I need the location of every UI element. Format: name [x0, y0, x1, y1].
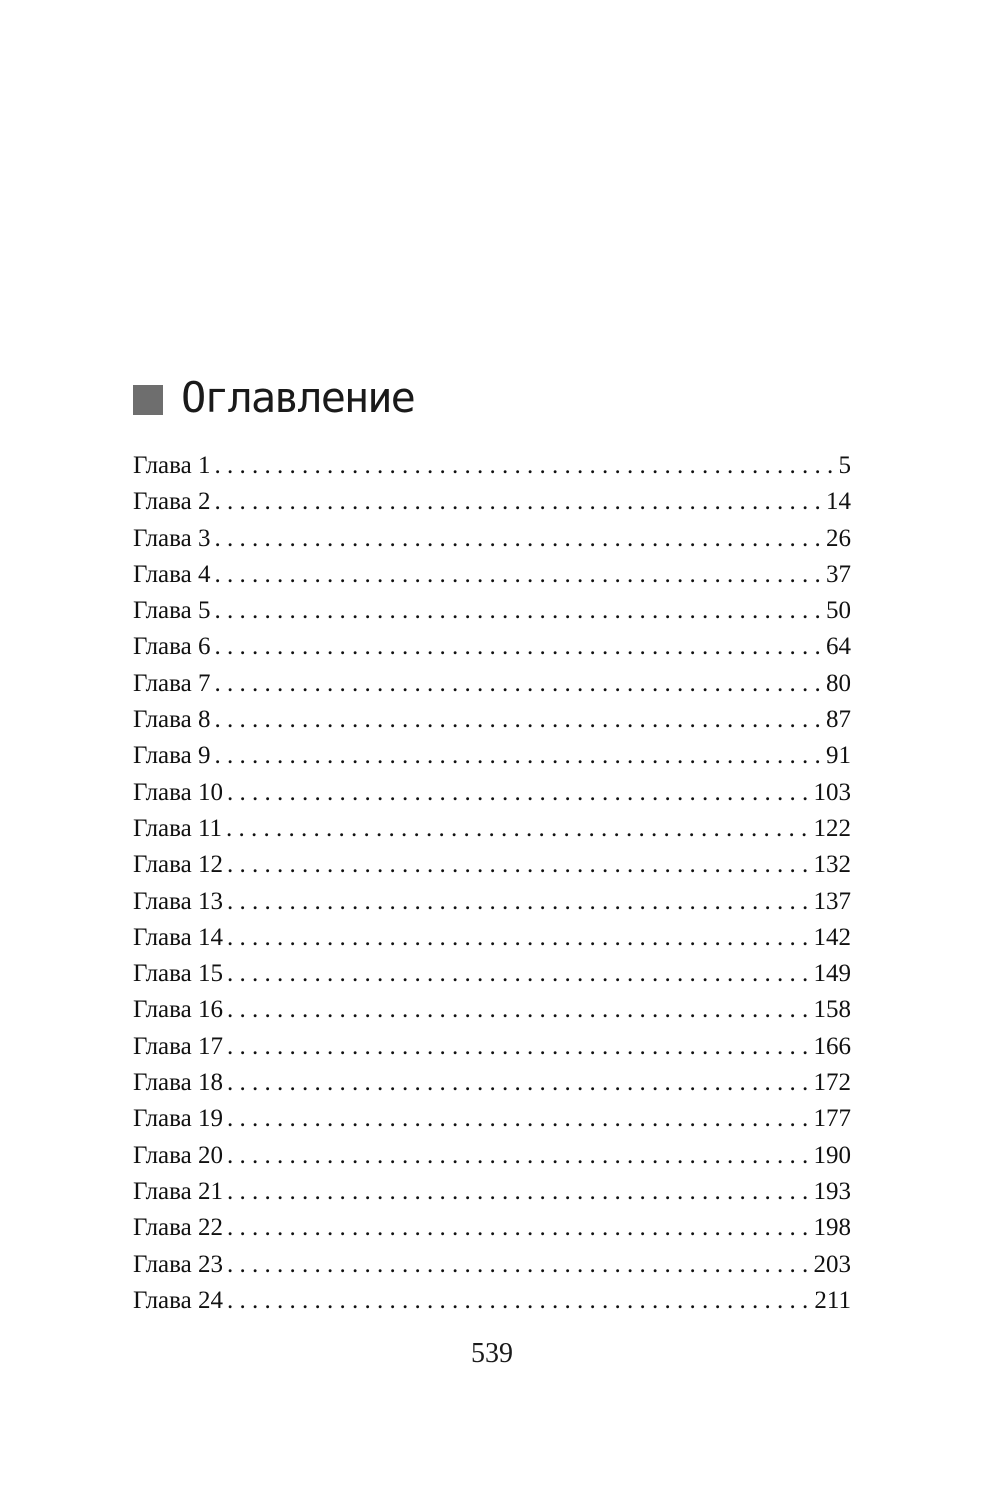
- toc-entry[interactable]: [133, 702, 851, 738]
- dot-leader: [214, 629, 822, 665]
- dot-leader: [227, 1138, 810, 1174]
- toc-entry-label: Глава 12: [133, 851, 223, 879]
- toc-entry-label: Глава 4: [133, 560, 211, 588]
- dot-leader: [227, 992, 810, 1028]
- toc-entry-page: 91: [826, 742, 851, 770]
- dot-leader: [214, 521, 822, 557]
- dot-leader: [214, 666, 822, 702]
- toc-entry[interactable]: [133, 521, 851, 557]
- dot-leader: [214, 702, 822, 738]
- toc-entry[interactable]: [133, 1283, 851, 1319]
- toc-entry-page: 190: [813, 1141, 851, 1169]
- toc-entry-page: 87: [826, 706, 851, 734]
- toc-entry-label: Глава 11: [133, 814, 223, 842]
- dot-leader: [226, 811, 809, 847]
- dot-leader: [214, 557, 822, 593]
- toc-entry-label: Глава 6: [133, 633, 211, 661]
- toc-entry[interactable]: [133, 484, 851, 520]
- dot-leader: [227, 1065, 810, 1101]
- toc-entry-page: 132: [813, 851, 851, 879]
- toc-header: [133, 368, 414, 428]
- toc-entry-label: Глава 1: [133, 452, 211, 479]
- toc-entry-label: Глава 17: [133, 1032, 223, 1060]
- toc-entry-page: 211: [814, 1286, 851, 1314]
- toc-entry[interactable]: [133, 920, 851, 956]
- toc-entry[interactable]: [133, 666, 851, 702]
- toc-entry-page: 198: [813, 1214, 851, 1242]
- toc-entry[interactable]: [133, 992, 851, 1028]
- toc-entry-page: 5: [838, 452, 851, 479]
- dot-leader: [227, 1101, 810, 1137]
- toc-entry[interactable]: [133, 956, 851, 992]
- dot-leader: [227, 1247, 810, 1283]
- dot-leader: [227, 884, 810, 920]
- toc-entry-label: Глава 5: [133, 597, 211, 625]
- toc-entry-label: Глава 16: [133, 996, 223, 1024]
- toc-entry-label: Глава 14: [133, 923, 223, 951]
- toc-entry-page: 193: [813, 1177, 851, 1205]
- toc-entry-page: 203: [813, 1250, 851, 1278]
- toc-entry-label: Глава 2: [133, 488, 211, 516]
- toc-entry-page: 149: [813, 960, 851, 988]
- toc-entry-page: 103: [813, 778, 851, 806]
- toc-entry-page: 64: [826, 633, 851, 661]
- toc-entry-label: Глава 15: [133, 960, 223, 988]
- toc-entry-label: Глава 19: [133, 1105, 223, 1133]
- toc-entry-page: 166: [813, 1032, 851, 1060]
- toc-entry-label: Глава 13: [133, 887, 223, 915]
- toc-entry-page: 137: [813, 887, 851, 915]
- page-title: Оглавление: [181, 373, 414, 422]
- toc-entry-label: Глава 3: [133, 524, 211, 552]
- toc-entry[interactable]: [133, 1029, 851, 1065]
- dot-leader: [227, 847, 810, 883]
- dot-leader: [214, 593, 822, 629]
- dot-leader: [214, 448, 834, 484]
- toc-entry[interactable]: [133, 847, 851, 883]
- dot-leader: [214, 484, 822, 520]
- dot-leader: [227, 1174, 810, 1210]
- toc-entry-page: 80: [826, 669, 851, 697]
- toc-entry[interactable]: [133, 811, 851, 847]
- toc-entry-label: Глава 24: [133, 1286, 223, 1314]
- toc-entry-label: Глава 7: [133, 669, 211, 697]
- toc-entry-label: Глава 10: [133, 778, 223, 806]
- toc-entry-page: 172: [813, 1069, 851, 1097]
- dot-leader: [227, 1029, 810, 1065]
- toc-entry-page: 50: [826, 597, 851, 625]
- toc-entry-label: Глава 8: [133, 706, 211, 734]
- toc-entry-label: Глава 20: [133, 1141, 223, 1169]
- toc-entry[interactable]: [133, 557, 851, 593]
- toc-entry-page: 158: [813, 996, 851, 1024]
- toc-entry-label: Глава 9: [133, 742, 211, 770]
- table-of-contents: [133, 448, 851, 1319]
- toc-entry[interactable]: [133, 593, 851, 629]
- toc-entry[interactable]: [133, 1101, 851, 1137]
- toc-entry[interactable]: [133, 1247, 851, 1283]
- toc-entry[interactable]: [133, 1065, 851, 1101]
- toc-entry[interactable]: [133, 884, 851, 920]
- toc-entry[interactable]: [133, 629, 851, 665]
- dot-leader: [227, 956, 810, 992]
- dot-leader: [214, 738, 822, 774]
- dot-leader: [227, 1210, 810, 1246]
- toc-entry-page: 177: [813, 1105, 851, 1133]
- toc-entry-label: Глава 22: [133, 1214, 223, 1242]
- toc-entry-page: 26: [826, 524, 851, 552]
- toc-entry[interactable]: [133, 1138, 851, 1174]
- toc-entry-page: 142: [813, 923, 851, 951]
- dot-leader: [227, 1283, 810, 1319]
- toc-entry-label: Глава 18: [133, 1069, 223, 1097]
- toc-entry-label: Глава 23: [133, 1250, 223, 1278]
- toc-entry[interactable]: [133, 738, 851, 774]
- toc-entry[interactable]: [133, 775, 851, 811]
- page-number: 539: [471, 1338, 513, 1369]
- square-bullet-icon: [133, 385, 163, 415]
- toc-entry[interactable]: [133, 448, 851, 484]
- toc-entry-page: 14: [826, 488, 851, 516]
- dot-leader: [227, 775, 810, 811]
- toc-entry-page: 37: [826, 560, 851, 588]
- dot-leader: [227, 920, 810, 956]
- toc-entry-page: 122: [813, 814, 851, 842]
- toc-entry[interactable]: [133, 1174, 851, 1210]
- toc-entry-label: Глава 21: [133, 1177, 223, 1205]
- toc-entry[interactable]: [133, 1210, 851, 1246]
